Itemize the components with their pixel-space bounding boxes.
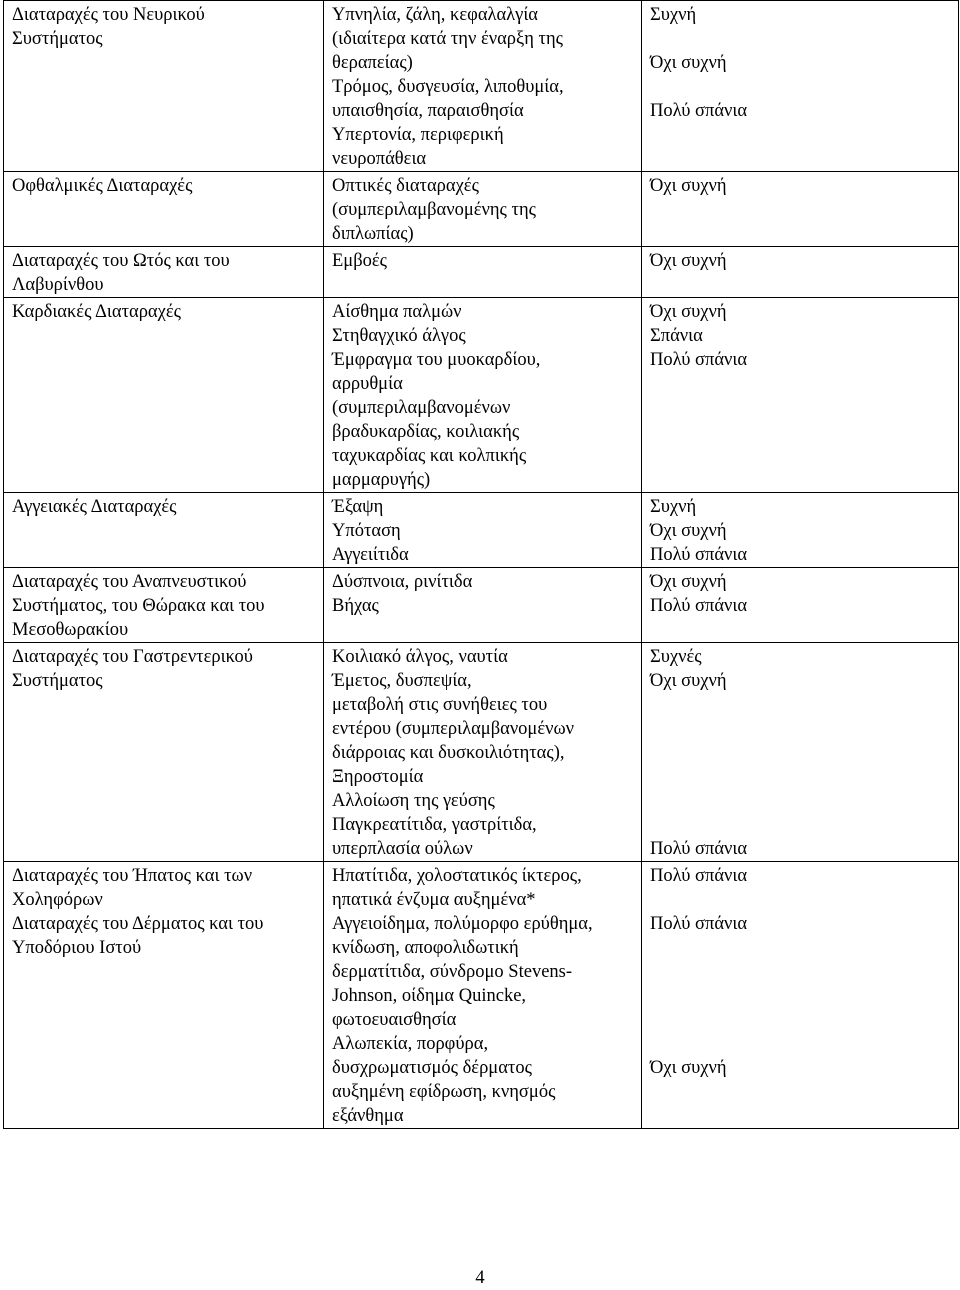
table-row xyxy=(4,247,959,298)
table-row xyxy=(4,298,959,493)
adverse-effects-cell: Αίσθημα παλμών Στηθαγχικό άλγος Έμφραγμα του μυοκαρδίου, αρρυθμία (συμπεριλαμβανομένων βραδυκαρδίας, κοιλιακής ταχυκαρδίας και κολπικής μαρμαρυγής) xyxy=(324,298,642,493)
adverse-effects-cell: Έξαψη Υπόταση Αγγειίτιδα xyxy=(324,493,642,568)
frequency-cell: Όχι συχνή xyxy=(642,247,959,298)
frequency-cell: Συχνή Όχι συχνή Πολύ σπάνια xyxy=(642,1,959,172)
table-row xyxy=(4,862,959,1129)
adverse-reactions-table xyxy=(3,0,959,1129)
adverse-effects-cell: Εμβοές xyxy=(324,247,642,298)
adverse-effects-cell: Υπνηλία, ζάλη, κεφαλαλγία (ιδιαίτερα κατά την έναρξη της θεραπείας) Τρόμος, δυσγευσία, λιποθυμία, υπαισθησία, παραισθησία Υπερτονία, περιφερική νευροπάθεια xyxy=(324,1,642,172)
adverse-effects-cell: Ηπατίτιδα, χολοστατικός ίκτερος, ηπατικά ένζυμα αυξημένα* Αγγειοίδημα, πολύμορφο ερύθημα, κνίδωση, αποφολιδωτική δερματίτιδα, σύνδρομο Stevens- Johnson, οίδημα Quincke, φωτοευαισθησία Αλωπεκία, πορφύρα, δυσχρωματισμός δέρματος αυξημένη εφίδρωση, κνησμός εξάνθημα xyxy=(324,862,642,1129)
page-number: 4 xyxy=(475,1268,485,1288)
organ-class-cell: Διαταραχές του Νευρικού Συστήματος xyxy=(4,1,324,172)
frequency-cell: Συχνή Όχι συχνή Πολύ σπάνια xyxy=(642,493,959,568)
table-row xyxy=(4,172,959,247)
table-row xyxy=(4,568,959,643)
table-row xyxy=(4,493,959,568)
frequency-cell: Συχνές Όχι συχνή Πολύ σπάνια xyxy=(642,643,959,862)
table-row xyxy=(4,1,959,172)
organ-class-cell: Διαταραχές του Ωτός και του Λαβυρίνθου xyxy=(4,247,324,298)
organ-class-cell: Καρδιακές Διαταραχές xyxy=(4,298,324,493)
table-row xyxy=(4,643,959,862)
adverse-effects-cell: Δύσπνοια, ρινίτιδα Βήχας xyxy=(324,568,642,643)
frequency-cell: Όχι συχνή Πολύ σπάνια xyxy=(642,568,959,643)
frequency-cell: Όχι συχνή Σπάνια Πολύ σπάνια xyxy=(642,298,959,493)
adverse-effects-cell: Οπτικές διαταραχές (συμπεριλαμβανομένης της διπλωπίας) xyxy=(324,172,642,247)
organ-class-cell: Οφθαλμικές Διαταραχές xyxy=(4,172,324,247)
organ-class-cell: Διαταραχές του Γαστρεντερικού Συστήματος xyxy=(4,643,324,862)
adverse-effects-cell: Κοιλιακό άλγος, ναυτία Έμετος, δυσπεψία, μεταβολή στις συνήθειες του εντέρου (συμπεριλαμβανομένων διάρροιας και δυσκοιλιότητας), Ξηροστομία Αλλοίωση της γεύσης Παγκρεατίτιδα, γαστρίτιδα, υπερπλασία ούλων xyxy=(324,643,642,862)
frequency-cell: Όχι συχνή xyxy=(642,172,959,247)
frequency-cell: Πολύ σπάνια Πολύ σπάνια Όχι συχνή xyxy=(642,862,959,1129)
organ-class-cell: Αγγειακές Διαταραχές xyxy=(4,493,324,568)
organ-class-cell: Διαταραχές του Ήπατος και των Χοληφόρων Διαταραχές του Δέρματος και του Υποδόριου Ιστού xyxy=(4,862,324,1129)
organ-class-cell: Διαταραχές του Αναπνευστικού Συστήματος, του Θώρακα και του Μεσοθωρακίου xyxy=(4,568,324,643)
